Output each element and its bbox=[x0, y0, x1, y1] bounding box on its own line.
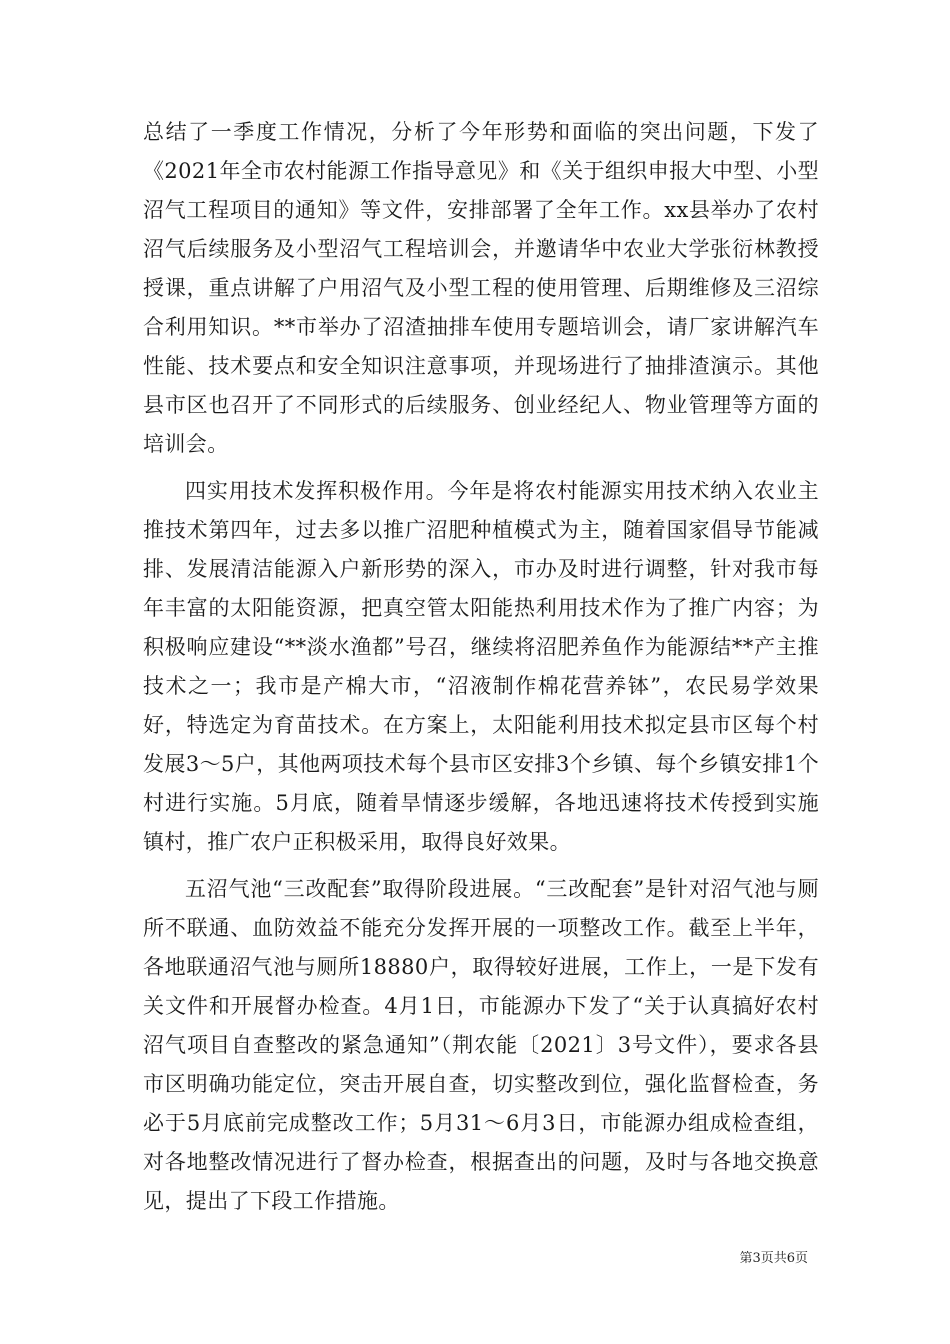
document-body bbox=[143, 113, 819, 1229]
page-number: 第3页共6页 bbox=[739, 1251, 808, 1266]
paragraph-continuation: 总结了一季度工作情况，分析了今年形势和面临的突出问题，下发了《2021年全市农村能源工作指导意见》和《关于组织申报大中型、小型沼气工程项目的通知》等文件，安排部署了全年工作。xx县举办了农村沼气后续服务及小型沼气工程培训会，并邀请华中农业大学张衍林教授授课，重点讲解了户用沼气及小型工程的使用管理、后期维修及三沼综合利用知识。**市举办了沼渣抽排车使用专题培训会，请厂家讲解汽车性能、技术要点和安全知识注意事项，并现场进行了抽排渣演示。其他县市区也召开了不同形式的后续服务、创业经纪人、物业管理等方面的培训会。 bbox=[143, 120, 819, 456]
paragraph-three-reforms: 五沼气池“三改配套”取得阶段进展。“三改配套”是针对沼气池与厕所不联通、血防效益不能充分发挥开展的一项整改工作。截至上半年，各地联通沼气池与厕所18880户，取得较好进展，工作上，一是下发有关文件和开展督办检查。4月1日，市能源办下发了“关于认真搞好农村沼气项目自查整改的紧急通知”（荆农能〔2021〕3号文件），要求各县市区明确功能定位，突击开展自查，切实整改到位，强化监督检查，务必于5月底前完成整改工作；5月31～6月3日，市能源办组成检查组，对各地整改情况进行了督办检查，根据查出的问题，及时与各地交换意见，提出了下段工作措施。 bbox=[143, 877, 819, 1213]
paragraph-practical-technology: 四实用技术发挥积极作用。今年是将农村能源实用技术纳入农业主推技术第四年，过去多以推广沼肥种植模式为主，随着国家倡导节能减排、发展清洁能源入户新形势的深入，市办及时进行调整，针对我市每年丰富的太阳能资源，把真空管太阳能热利用技术作为了推广内容；为积极响应建设“**淡水渔都”号召，继续将沼肥养鱼作为能源结**产主推技术之一；我市是产棉大市，“沼液制作棉花营养钵”，农民易学效果好，特选定为育苗技术。在方案上，太阳能利用技术拟定县市区每个村发展3～5户，其他两项技术每个县市区安排3个乡镇、每个乡镇安排1个村进行实施。5月底，随着旱情逐步缓解，各地迅速将技术传授到实施镇村，推广农户正积极采用，取得良好效果。 bbox=[143, 479, 819, 854]
